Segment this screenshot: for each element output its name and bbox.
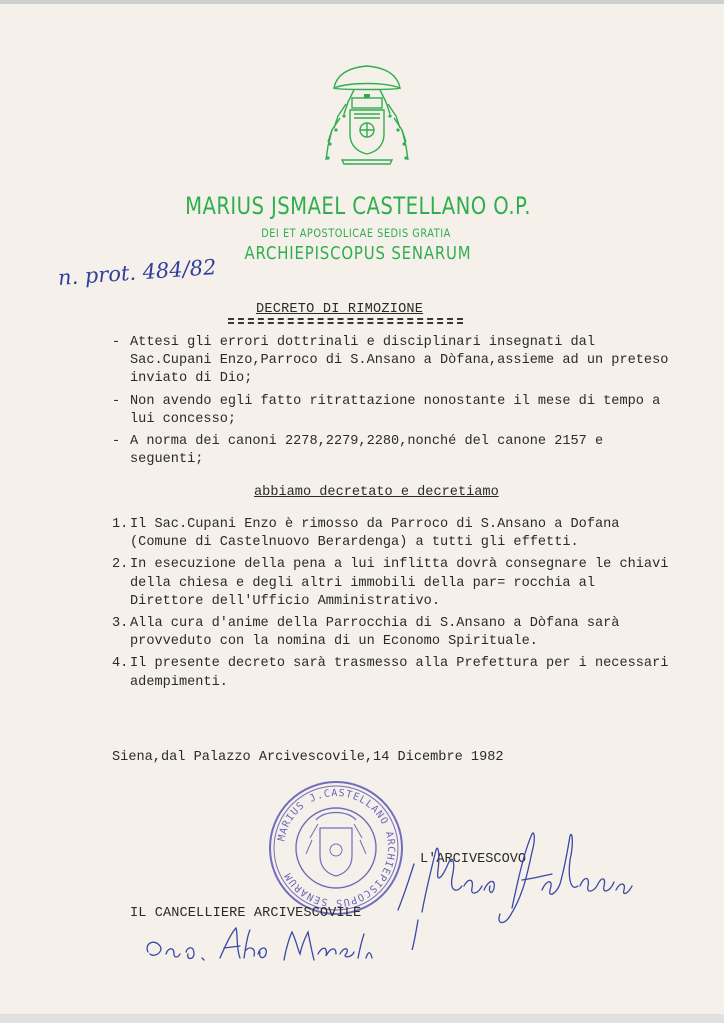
letterhead-subtitle: DEI ET APOSTOLICAE SEDIS GRATIA bbox=[261, 226, 451, 240]
whereas-item bbox=[112, 433, 672, 469]
article-item bbox=[112, 655, 672, 691]
whereas-text: Attesi gli errori dottrinali e disciplinari insegnati dal Sac.Cupani Enzo,Parroco di S.Ansano a Dòfana,assieme ad un preteso inviato di Dio; bbox=[130, 335, 669, 387]
decree-title-block bbox=[256, 302, 423, 317]
article-number: 3. bbox=[112, 616, 129, 632]
articles-list bbox=[112, 516, 672, 696]
official-seal-stamp bbox=[268, 780, 404, 916]
article-number: 2. bbox=[112, 557, 129, 573]
article-number: 4. bbox=[112, 656, 129, 672]
letterhead-see: ARCHIEPISCOPUS SENARUM bbox=[244, 244, 472, 264]
article-item bbox=[112, 615, 672, 651]
coat-of-arms-icon bbox=[324, 64, 410, 172]
whereas-text: Non avendo egli fatto ritrattazione nonostante il mese di tempo a lui concesso; bbox=[130, 393, 661, 427]
list-dash: - bbox=[112, 393, 121, 409]
decision-heading: abbiamo decretato e decretiamo bbox=[254, 485, 499, 500]
protocol-number-handwritten: n. prot. 484/82 bbox=[57, 254, 218, 290]
article-item bbox=[112, 556, 672, 611]
place-and-date: Siena,dal Palazzo Arcivescovile,14 Dicembre 1982 bbox=[112, 750, 504, 765]
archbishop-signature bbox=[392, 820, 642, 950]
article-text: Il Sac.Cupani Enzo è rimosso da Parroco di S.Ansano a Dofana (Comune di Castelnuovo Berardenga) a tutti gli effetti. bbox=[130, 517, 620, 551]
decree-title: DECRETO DI RIMOZIONE bbox=[256, 302, 424, 317]
title-double-rule bbox=[228, 318, 463, 324]
letterhead-name: MARIUS JSMAEL CASTELLANO O.P. bbox=[185, 192, 531, 220]
chancellor-signature bbox=[140, 924, 380, 966]
list-dash: - bbox=[112, 434, 121, 450]
article-number: 1. bbox=[112, 517, 129, 532]
chancellor-title: IL CANCELLIERE ARCIVESCOVILE bbox=[130, 906, 362, 921]
list-dash: - bbox=[112, 335, 121, 350]
whereas-text: A norma dei canoni 2278,2279,2280,nonché del canone 2157 e seguenti; bbox=[130, 434, 604, 468]
scan-top-edge bbox=[0, 0, 724, 4]
archbishop-title: L'ARCIVESCOVO bbox=[420, 852, 527, 867]
scan-bottom-edge bbox=[0, 1014, 724, 1023]
article-text: Il presente decreto sarà trasmesso alla Prefettura per i necessari adempimenti. bbox=[130, 656, 669, 690]
whereas-item bbox=[112, 334, 672, 389]
seal-ring-text: MARIUS J.CASTELLANO ARCHIEPISCOPUS SENARUM bbox=[276, 787, 397, 909]
article-text: In esecuzione della pena a lui inflitta dovrà consegnare le chiavi della chiesa e degli altri immobili della par= rocchia al Direttore dell'Ufficio Amministrativo. bbox=[130, 557, 669, 609]
article-item bbox=[112, 516, 672, 552]
whereas-item bbox=[112, 393, 672, 429]
article-text: Alla cura d'anime della Parrocchia di S.Ansano a Dòfana sarà provveduto con la nomina di un Economo Spirituale. bbox=[130, 616, 620, 650]
whereas-list bbox=[112, 334, 672, 473]
